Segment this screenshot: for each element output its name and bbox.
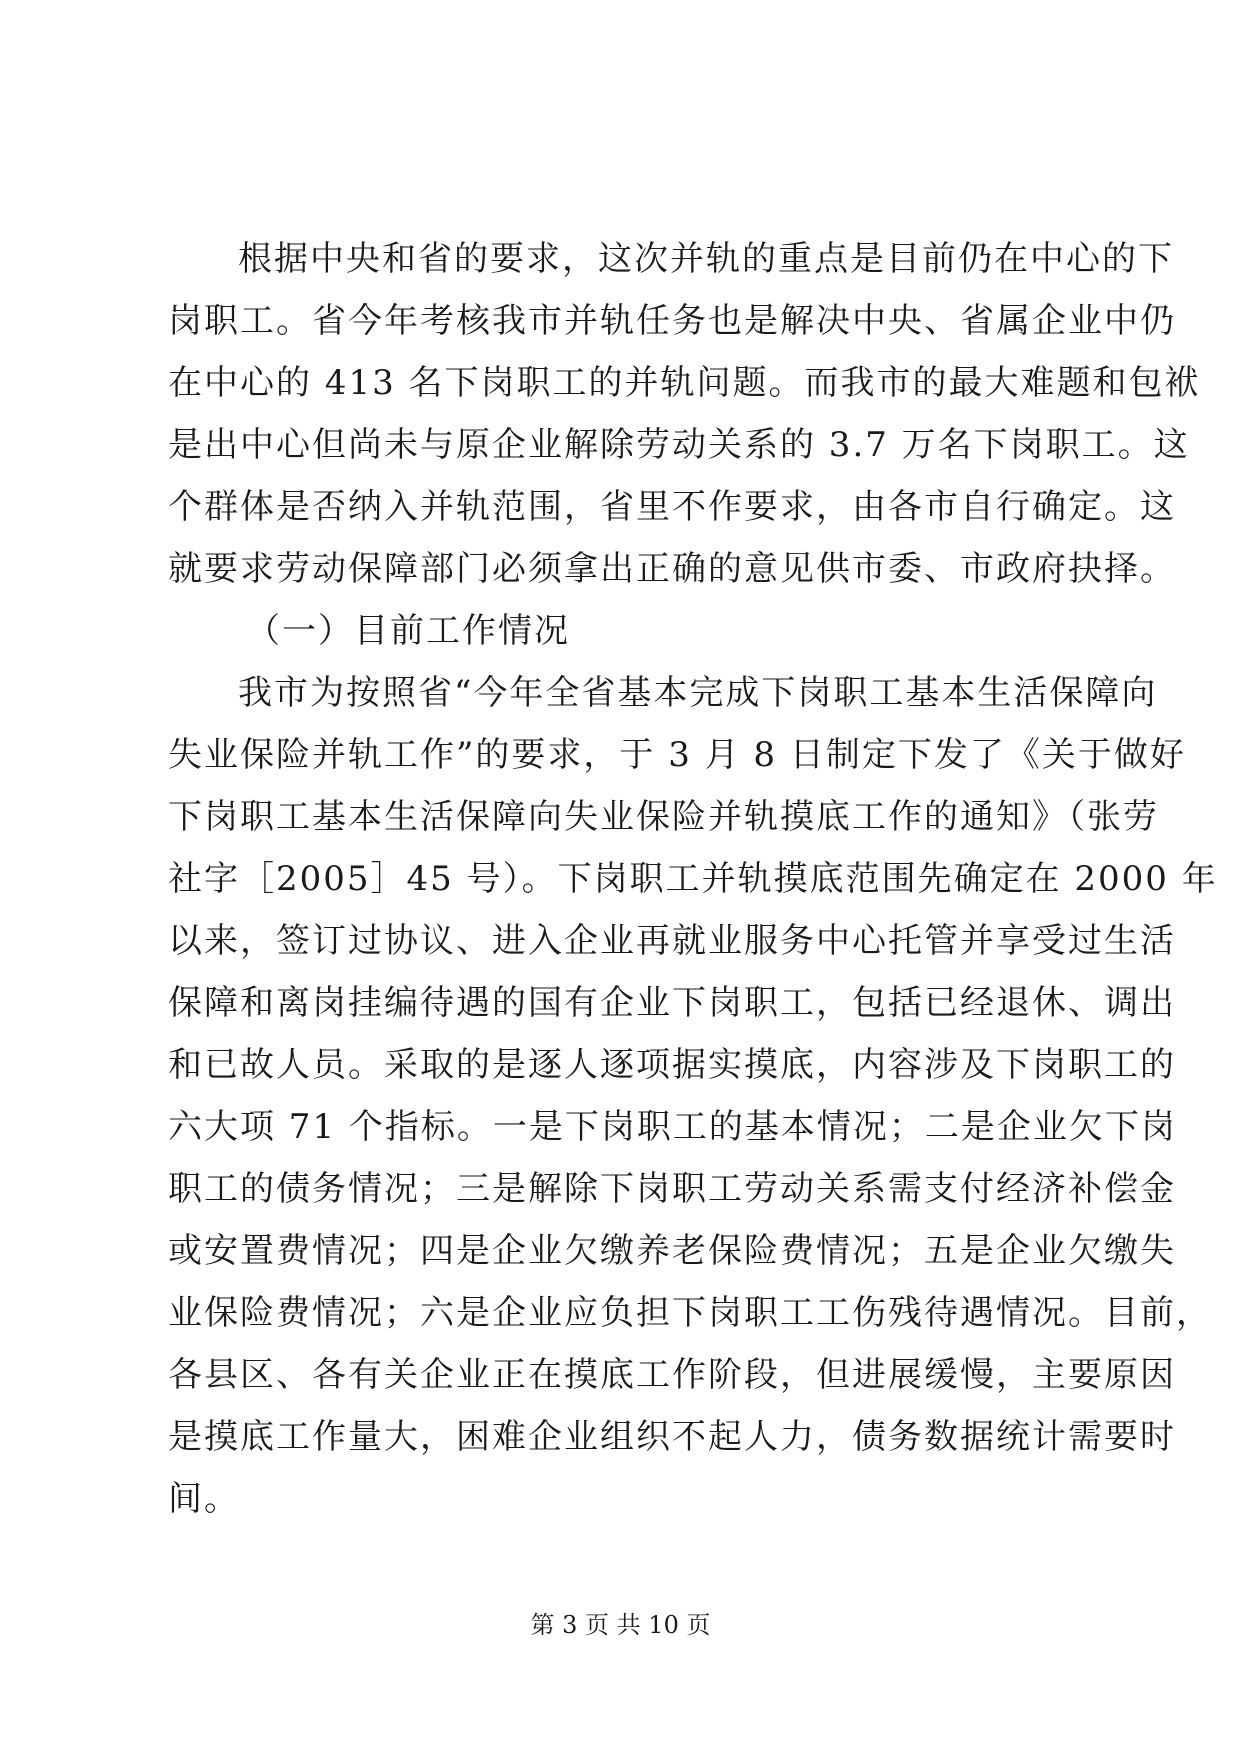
paragraph-1 xyxy=(168,228,1201,600)
text-line: 业保险费情况；六是企业应负担下岗职工工伤残待遇情况。目前， xyxy=(168,1293,1212,1333)
text-line: 各县区、各有关企业正在摸底工作阶段，但进展缓慢，主要原因 xyxy=(168,1355,1176,1395)
text-line: 六大项 71 个指标。一是下岗职工的基本情况；二是企业欠下岗 xyxy=(168,1107,1177,1147)
page-number-footer: 第 3 页 共 10 页 xyxy=(530,1611,711,1639)
text-line: 个群体是否纳入并轨范围，省里不作要求，由各市自行确定。这 xyxy=(168,487,1176,527)
text-line: 和已故人员。采取的是逐人逐项据实摸底，内容涉及下岗职工的 xyxy=(168,1045,1176,1085)
text-line: 间。 xyxy=(168,1479,240,1519)
document-body xyxy=(168,228,1218,1530)
text-line: 我市为按照省“今年全省基本完成下岗职工基本生活保障向 xyxy=(238,673,1158,713)
text-line: 职工的债务情况；三是解除下岗职工劳动关系需支付经济补偿金 xyxy=(168,1169,1176,1209)
text-line: 根据中央和省的要求，这次并轨的重点是目前仍在中心的下 xyxy=(238,239,1174,279)
text-line: 社字［2005］45 号）。下岗职工并轨摸底范围先确定在 2000 年 xyxy=(168,859,1218,899)
text-line: 保障和离岗挂编待遇的国有企业下岗职工，包括已经退休、调出 xyxy=(168,983,1176,1023)
text-line: 就要求劳动保障部门必须拿出正确的意见供市委、市政府抉择。 xyxy=(168,549,1176,589)
section-heading xyxy=(168,600,1078,662)
heading-line: （一）目前工作情况 xyxy=(246,611,570,651)
text-line: 下岗职工基本生活保障向失业保险并轨摸底工作的通知》（张劳 xyxy=(168,797,1159,837)
paragraph-2 xyxy=(168,662,1218,1530)
text-line: 岗职工。省今年考核我市并轨任务也是解决中央、省属企业中仍 xyxy=(168,301,1176,341)
text-line: 是出中心但尚未与原企业解除劳动关系的 3.7 万名下岗职工。这 xyxy=(168,425,1190,465)
text-line: 以来，签订过协议、进入企业再就业服务中心托管并享受过生活 xyxy=(168,921,1176,961)
text-line: 在中心的 413 名下岗职工的并轨问题。而我市的最大难题和包袱 xyxy=(168,363,1201,403)
text-line: 或安置费情况；四是企业欠缴养老保险费情况；五是企业欠缴失 xyxy=(168,1231,1176,1271)
text-line: 失业保险并轨工作”的要求，于 3 月 8 日制定下发了《关于做好 xyxy=(168,735,1186,775)
text-line: 是摸底工作量大，困难企业组织不起人力，债务数据统计需要时 xyxy=(168,1417,1176,1457)
